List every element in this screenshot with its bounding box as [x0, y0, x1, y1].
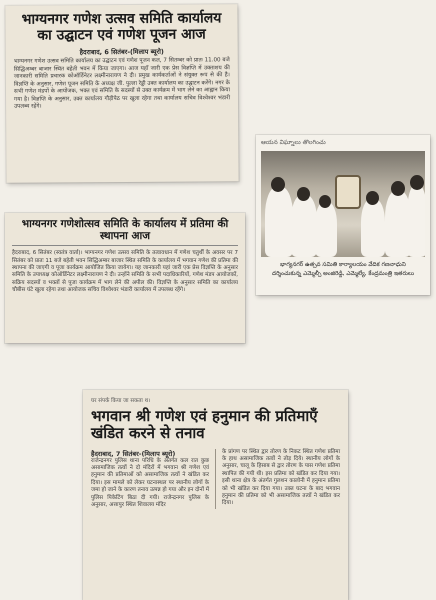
person-figure: [315, 202, 337, 257]
person-figure: [361, 199, 385, 257]
clipping-body: भाग्यनगर गणेश उत्सव समिति कार्यालय का उद्घाटन एवं गणेश पूजन कल, 7 सितम्बर को प्रातः 11.00 बजे सिद्धिअम्बर बाजार स्थित बहेती भवन में किया जाएगा। आज यहाँ जारी एक प्रेस विज्ञप्ति में उक्ताशय की जानकारी समिति प्रचारक कोऑर्डिनेटर लक्ष्मीनारायण ने दी। प्रमुख कार्यकर्ताओं ने संयुक्त रूप से की है। विज्ञप्ति के अनुसार, गणेश पूजन समिति के अध्यक्ष जी. पुल्ला रेड्डी उक्त कार्यालय का उद्घाटन करेंगे। नगर के सभी गणेश मंडपों के आयोजक, भक्त एवं समिति के सदस्यों से उक्त कार्यक्रम में भाग लेने का आह्वान किया गया है। विज्ञप्ति के अनुसार, उक्त कार्यालय गौड़ीपेठ पर खुला रहेगा तथा कार्यालय सचिव विश्वेश्वर भंडारी उपलब्ध रहेंगे।: [13, 57, 231, 111]
clipping-body: के प्रांगण पर स्थित द्वार तोरण के निकट स्थित गणेश प्रतिमा के हाथ असामाजिक तत्वों ने तोड़ दिये। स्थानीय लोगों के अनुसार, चालू के हिसाब से द्वार तोरण के पास गणेश प्रतिमा स्थापित की गयी थी। इस प्रतिमा को खंडित कर दिया गया। इसी थाना क्षेत्र के अंतर्गत गुलशन कालोनी में हनुमान प्रतिमा को भी खंडित कर दिया गया। उक्त घटना के बाद भगवान हनुमान की प्रतिमा को भी असामाजिक तत्वों ने खंडित कर दिया।: [222, 448, 340, 507]
person-figure: [291, 195, 317, 257]
person-figure: [407, 185, 425, 257]
news-clipping-idol-installation: [5, 213, 245, 343]
clipping-headline: भगवान श्री गणेश एवं हनुमान की प्रतिमाएँ खंडित करने से तनाव: [91, 407, 318, 443]
person-head: [391, 181, 405, 196]
news-clipping-idol-vandalism: [83, 390, 348, 600]
person-head: [366, 191, 379, 205]
clipping-column: [91, 449, 209, 510]
news-clipping-office-inauguration: [5, 4, 238, 183]
clipping-headline: भाग्यनगर गणेशोत्सव समिति के कार्यालय में प्रतिमा की स्थापना आज: [12, 218, 238, 246]
clipping-body: राजेन्द्रनगर पुलिस थाना परिधि के अंतर्गत कल रात कुछ असामाजिक तत्वों ने दो मंदिरों में भगवान श्री गणेश एवं हनुमान की प्रतिमाओं को असामाजिक तत्वों ने खंडित कर दिया। इस मामले को लेकर घटनास्थल पर स्थानीय लोगों के जमा हो जाने के कारण तनाव उत्पन्न हो गया और इन दोनों में पुलिस पिकेटिंग बिठा दी गयी। राजेन्द्रनगर पुलिस के अनुसार, अत्तापुर स्थित शिवालय मंदिर: [91, 457, 209, 509]
person-figure: [265, 187, 293, 257]
clipping-columns: [91, 449, 340, 510]
photo-caption-top: ఆయన విఘ్నాలు తొలగించు: [261, 139, 326, 146]
clipping-headline: भाग्यनगर गणेश उत्सव समिति कार्यालय का उद्घाटन एवं गणेश पूजन आज: [21, 10, 222, 44]
clipping-dateline: हैदराबाद, 6 सितंबर-(मिलाप ब्यूरो): [79, 47, 164, 57]
clipping-tagline: घर संपर्क किया जा सकता थ।: [91, 398, 151, 404]
photo-caption-line: దర్శించుకున్న ఎమ్మెల్సీ అంజిరెడ్డి, ఎమ్మెల్యే, కేంద్రమంత్రి ఇతరులు: [271, 270, 415, 277]
news-clipping-photo: [256, 135, 430, 295]
column-divider: [215, 449, 216, 510]
photo-caption-line: భాగ్యనగర్ ఉత్సవ సమితి కార్యాలయం వేదిక గణనాధుని: [280, 262, 406, 268]
person-head: [297, 187, 310, 201]
clipping-column: [222, 449, 340, 510]
person-head: [319, 195, 331, 208]
photo-caption-bottom: [261, 261, 425, 278]
event-photo: [261, 151, 425, 257]
clipping-body: हैदराबाद, 6 सितंबर (स्वतंत्र वार्ता)। भाग्यनगर गणेश उत्सव समिति के तत्वावधान में गणेश चतुर्थी के अवसर पर 7 सितंबर को प्रातः 11 बजे बहेती भवन सिद्धिअम्बर बाजार स्थित समिति के कार्यालय में भगवान गणेश की प्रतिमा की स्थापना की जाएगी व पूजा कार्यक्रम आयोजित किया जायेगा। यह जानकारी यहां जारी एक प्रेस विज्ञप्ति के अनुसार समिति के उपाध्यक्ष कोऑर्डिनेटर लक्ष्मीनारायण ने दी। उन्होंने समिति के सभी पदाधिकारियों, गणेश मंडप आयोजकों, सक्रिय सदस्यों व भक्तों से पूजा कार्यक्रम में भाग लेने की अपील की। विज्ञप्ति के अनुसार समिति का कार्यालय चौबीस घंटे खुला रहेगा तथा आयोजक सचिव विश्वेश्वर भंडारी कार्यालय में उपलब्ध रहेंगे।: [12, 250, 238, 294]
person-head: [410, 175, 424, 190]
clipping-dateline: हैदराबाद, 7 सितंबर-(मिलाप ब्यूरो): [91, 449, 176, 458]
ganesh-idol-image: [335, 175, 361, 209]
person-head: [271, 177, 285, 192]
